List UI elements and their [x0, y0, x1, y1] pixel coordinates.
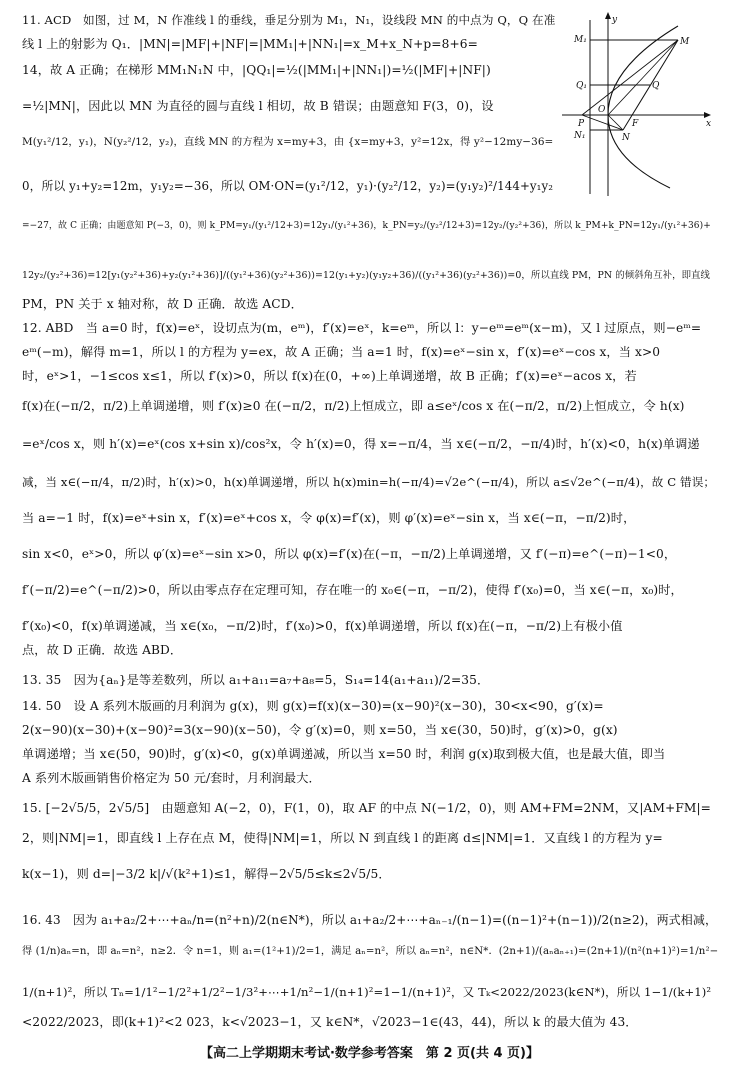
- text-line: 当 a=−1 时，f(x)=eˣ+sin x，f′(x)=eˣ+cos x，令 φ(x)=f′(x)，则 φ′(x)=eˣ−sin x，当 x∈(−π，−π/2)时，: [22, 511, 636, 525]
- text-line: A 系列木版画销售价格定为 50 元/套时，月利润最大．: [22, 771, 321, 785]
- text-line: 16. 43 因为 a₁+a₂/2+⋯+aₙ/n=(n²+n)/2(n∈N*)，所以 a₁+a₂/2+⋯+aₙ₋₁/(n−1)=((n−1)²+(n−1))/2(n≥2)，两式相减，: [22, 913, 718, 927]
- text-line: sin x<0，eˣ>0，所以 φ′(x)=eˣ−sin x>0，所以 φ(x)=f′(x)在(−π，−π/2)上单调递增，又 f′(−π)=e^(−π)−1<0，: [22, 547, 677, 561]
- label-N: N: [622, 133, 630, 143]
- parabola-figure: [560, 8, 730, 198]
- text-line: =½|MN|，因此以 MN 为直径的圆与直线 l 相切，故 B 错误；由题意知 F(3，0)，设: [22, 99, 494, 113]
- label-y: y: [612, 15, 618, 25]
- label-O: O: [598, 105, 606, 115]
- label-P: P: [578, 119, 585, 129]
- text-line: 13. 35 因为{aₙ}是等差数列，所以 a₁+a₁₁=a₇+a₈=5，S₁₄=14(a₁+a₁₁)/2=35．: [22, 673, 490, 687]
- segment-ON: [608, 115, 623, 130]
- text-line: 单调递增；当 x∈(50，90)时，g′(x)<0，g(x)单调递减，所以当 x=50 时，利润 g(x)取到极大值，也是最大值，即当: [22, 747, 666, 761]
- text-line: f′(x₀)<0，f(x)单调递减，当 x∈(x₀，−π/2)时，f′(x₀)>0，f(x)单调递增，所以 f(x)在(−π，−π/2)上有极小值: [22, 619, 623, 633]
- text-line: k(x−1)，则 d=|−3/2 k|/√(k²+1)≤1，解得−2√5/5≤k≤2√5/5．: [22, 867, 391, 881]
- label-Q: Q: [652, 81, 660, 91]
- text-line: 12y₂/(y₂²+36)=12[y₁(y₂²+36)+y₂(y₁²+36)]/((y₁²+36)(y₂²+36))=12(y₁+y₂)(y₁y₂+36)/((y₁²+36)(y₂²+36))=0，所以直线 PM，PN 的倾斜角互补，即直线: [22, 270, 711, 281]
- label-Q1: Q₁: [576, 81, 587, 91]
- label-F: F: [632, 119, 639, 129]
- text-line: =−27，故 C 正确；由题意知 P(−3，0)，则 k_PM=y₁/(y₁²/12+3)=12y₁/(y₁²+36)，k_PN=y₂/(y₂²/12+3)=12y₂/(y₂²+36)，所以 k_PM+k_PN=12y₁/(y₁²+36)+: [22, 221, 711, 231]
- segment-PM: [582, 40, 678, 115]
- text-line: 得 (1/n)aₙ=n，即 aₙ=n²，n≥2．令 n=1，则 a₁=(1²+1)/2=1，满足 aₙ=n²，所以 aₙ=n²，n∈N*．(2n+1)/(aₙaₙ₊₁)=(2n+1)/(n²(n+1)²)=1/n²−: [22, 946, 719, 957]
- text-line: M(y₁²/12，y₁)，N(y₂²/12，y₂)，直线 MN 的方程为 x=my+3，由 {x=my+3，y²=12x，得 y²−12my−36=: [22, 136, 554, 148]
- text-line: 时，eˣ>1，−1≤cos x≤1，所以 f′(x)>0，所以 f(x)在(0，+∞)上单调递增，故 B 正确；f′(x)=eˣ−acos x，若: [22, 369, 637, 383]
- text-line: 2(x−90)(x−30)+(x−90)²=3(x−90)(x−50)，令 g′(x)=0，则 x=50，当 x∈(30，50)时，g′(x)>0，g(x): [22, 723, 618, 737]
- text-line: PM，PN 关于 x 轴对称，故 D 正确．故选 ACD．: [22, 297, 303, 311]
- label-x: x: [706, 119, 712, 129]
- text-line: 15. [−2√5/5，2√5/5] 由题意知 A(−2，0)，F(1，0)，取 AF 的中点 N(−1/2，0)，则 AM+FM=2NM，又|AM+FM|=: [22, 801, 711, 815]
- text-line: 点，故 D 正确．故选 ABD．: [22, 643, 183, 657]
- text-line: 2，则|NM|=1，即直线 l 上存在点 M，使得|NM|=1，所以 N 到直线 l 的距离 d≤|NM|=1．又直线 l 的方程为 y=: [22, 831, 663, 845]
- x-axis-arrow: [704, 112, 711, 118]
- text-line: <2022/2023，即(k+1)²<2 023，k<√2023−1，又 k∈N*，√2023−1∈(43，44)，所以 k 的最大值为 43．: [22, 1015, 638, 1029]
- text-line: 12. ABD 当 a=0 时，f(x)=eˣ，设切点为(m，eᵐ)，f′(x)=eˣ，k=eᵐ，所以 l：y−eᵐ=eᵐ(x−m)，又 l 过原点，则−eᵐ=: [22, 321, 702, 335]
- label-M: M: [680, 37, 690, 47]
- text-line: 线 l 上的射影为 Q₁．|MN|=|MF|+|NF|=|MM₁|+|NN₁|=x_M+x_N+p=8+6=: [22, 37, 478, 51]
- text-line: 11. ACD 如图，过 M，N 作准线 l 的垂线，垂足分别为 M₁，N₁，设线段 MN 的中点为 Q，Q 在准: [22, 13, 556, 27]
- text-line: f′(−π/2)=e^(−π/2)>0，所以由零点存在定理可知，存在唯一的 x₀∈(−π，−π/2)，使得 f′(x₀)=0，当 x∈(−π，x₀)时，: [22, 583, 683, 597]
- parabola-curve: [608, 26, 678, 188]
- text-line: 14. 50 设 A 系列木版画的月利润为 g(x)，则 g(x)=f(x)(x−30)=(x−90)²(x−30)，30<x<90，g′(x)=: [22, 699, 604, 713]
- label-M1: M₁: [574, 35, 587, 45]
- text-line: 0，所以 y₁+y₂=12m，y₁y₂=−36，所以 OM·ON=(y₁²/12，y₁)·(y₂²/12，y₂)=(y₁y₂)²/144+y₁y₂: [22, 179, 554, 193]
- page-footer: 【高二上学期期末考试·数学参考答案 第 2 页(共 4 页)】: [199, 1046, 540, 1061]
- segment-PN: [582, 115, 623, 130]
- text-line: =eˣ/cos x，则 h′(x)=eˣ(cos x+sin x)/cos²x，令 h′(x)=0，得 x=−π/4，当 x∈(−π/2，−π/4)时，h′(x)<0，h(x)单调递: [22, 437, 700, 451]
- y-axis-arrow: [605, 12, 611, 19]
- text-line: 减，当 x∈(−π/4，π/2)时，h′(x)>0，h(x)单调递增，所以 h(x)min=h(−π/4)=√2e^(−π/4)，所以 a≤√2e^(−π/4)，故 C 错误；: [22, 475, 716, 489]
- text-line: eᵐ(−m)，解得 m=1，所以 l 的方程为 y=ex，故 A 正确；当 a=1 时，f(x)=eˣ−sin x，f′(x)=eˣ−cos x，当 x>0: [22, 345, 661, 359]
- text-line: 1/(n+1)²，所以 Tₙ=1/1²−1/2²+1/2²−1/3²+⋯+1/n²−1/(n+1)²=1−1/(n+1)²，又 Tₖ<2022/2023(k∈N*)，所以 1−1/(k+1)²: [22, 985, 712, 999]
- label-N1: N₁: [574, 131, 586, 141]
- text-line: f(x)在(−π/2，π/2)上单调递增，则 f′(x)≥0 在(−π/2，π/2)上恒成立，即 a≤eˣ/cos x 在(−π/2，π/2)上恒成立，令 h(x): [22, 399, 685, 413]
- text-line: 14，故 A 正确；在梯形 MM₁N₁N 中，|QQ₁|=½(|MM₁|+|NN₁|)=½(|MF|+|NF|): [22, 63, 491, 77]
